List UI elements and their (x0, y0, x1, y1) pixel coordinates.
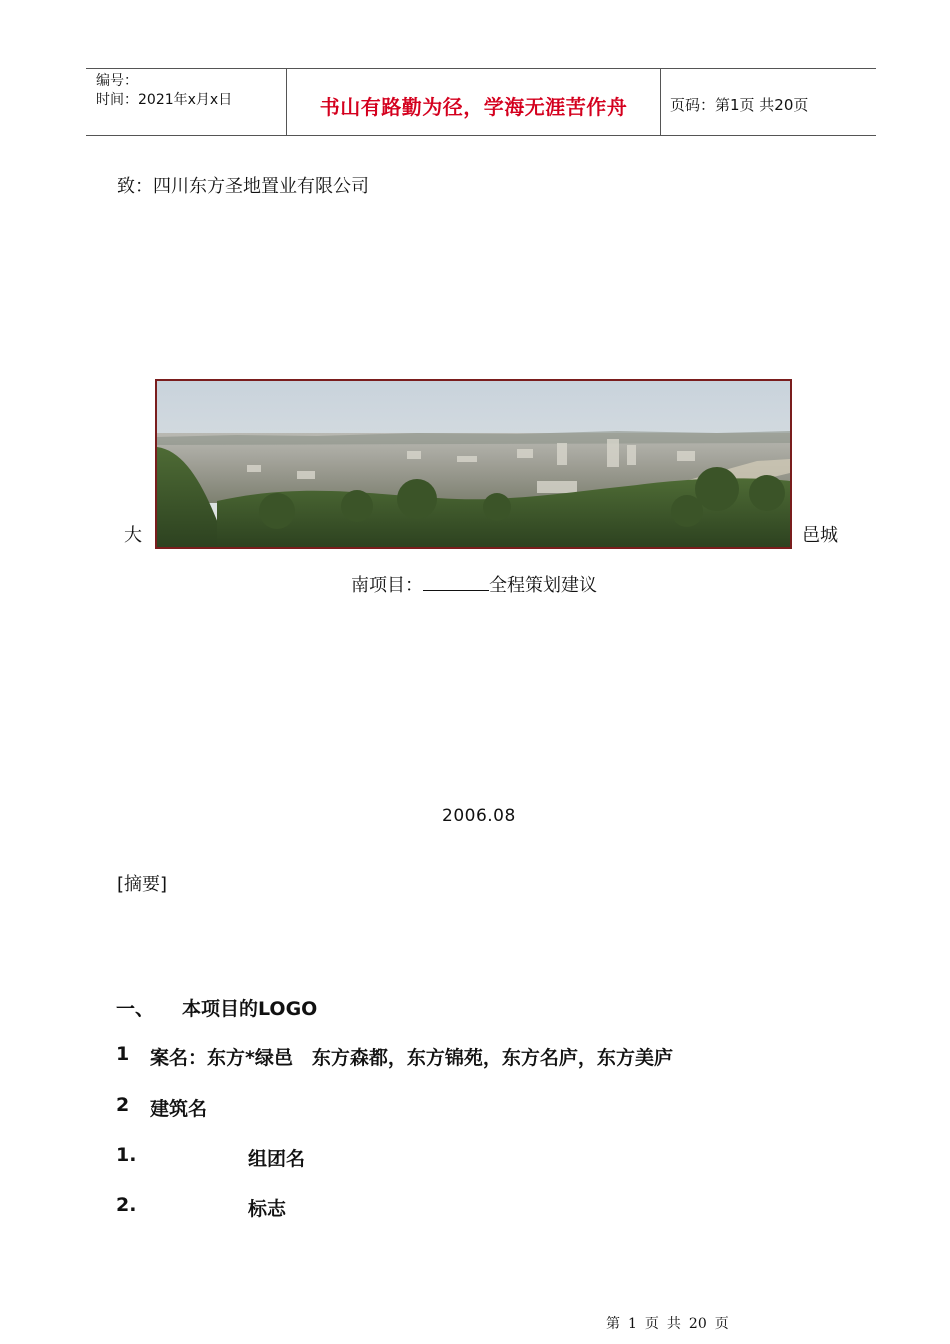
abstract-label: [摘要] (117, 874, 168, 895)
header-right-cell (661, 69, 876, 135)
section-1-number: 一、 (116, 998, 155, 1020)
section-3-heading: 建筑名 (150, 1098, 208, 1120)
footer-di: 第 (606, 1316, 620, 1332)
footer-ye: 页 (644, 1316, 659, 1332)
header-left-cell (86, 69, 287, 135)
title-left-char: 大 (124, 525, 142, 546)
page-footer (606, 1313, 737, 1333)
section-4-number: 1. (116, 1144, 137, 1166)
footer-total-pages: 20 (688, 1316, 707, 1332)
title-right-chars: 邑城 (802, 525, 838, 546)
section-4-heading: 组团名 (248, 1148, 306, 1170)
subtitle-prefix: 南项目： (351, 575, 423, 596)
footer-gong: 共 (666, 1316, 681, 1332)
page-label: 页码：第1页 共20页 (670, 96, 809, 114)
project-subtitle (351, 571, 597, 597)
panorama-image (157, 381, 790, 547)
section-2-heading: 案名：东方*绿邑 东方森都，东方锦苑，东方名庐，东方美庐 (150, 1047, 673, 1069)
document-date: 2006.08 (442, 806, 516, 826)
time-label: 时间：2021年x月x日 (96, 92, 233, 108)
motto: 书山有路勤为径，学海无涯苦作舟 (319, 95, 628, 119)
section-2-number: 1 (116, 1043, 130, 1065)
subtitle-blank-line (423, 574, 489, 591)
footer-ye-2: 页 (714, 1316, 729, 1332)
section-3-number: 2 (116, 1094, 130, 1116)
section-1-heading: 本项目的LOGO (182, 998, 318, 1020)
section-5-number: 2. (116, 1194, 137, 1216)
subtitle-suffix: 全程策划建议 (489, 575, 597, 596)
section-5-heading: 标志 (248, 1198, 287, 1220)
city-panorama-photo (155, 379, 792, 549)
addressee: 致：四川东方圣地置业有限公司 (117, 176, 369, 197)
document-header (86, 68, 876, 136)
header-mid-cell (287, 69, 661, 135)
footer-page-number: 1 (628, 1316, 637, 1332)
number-label: 编号： (96, 73, 138, 89)
